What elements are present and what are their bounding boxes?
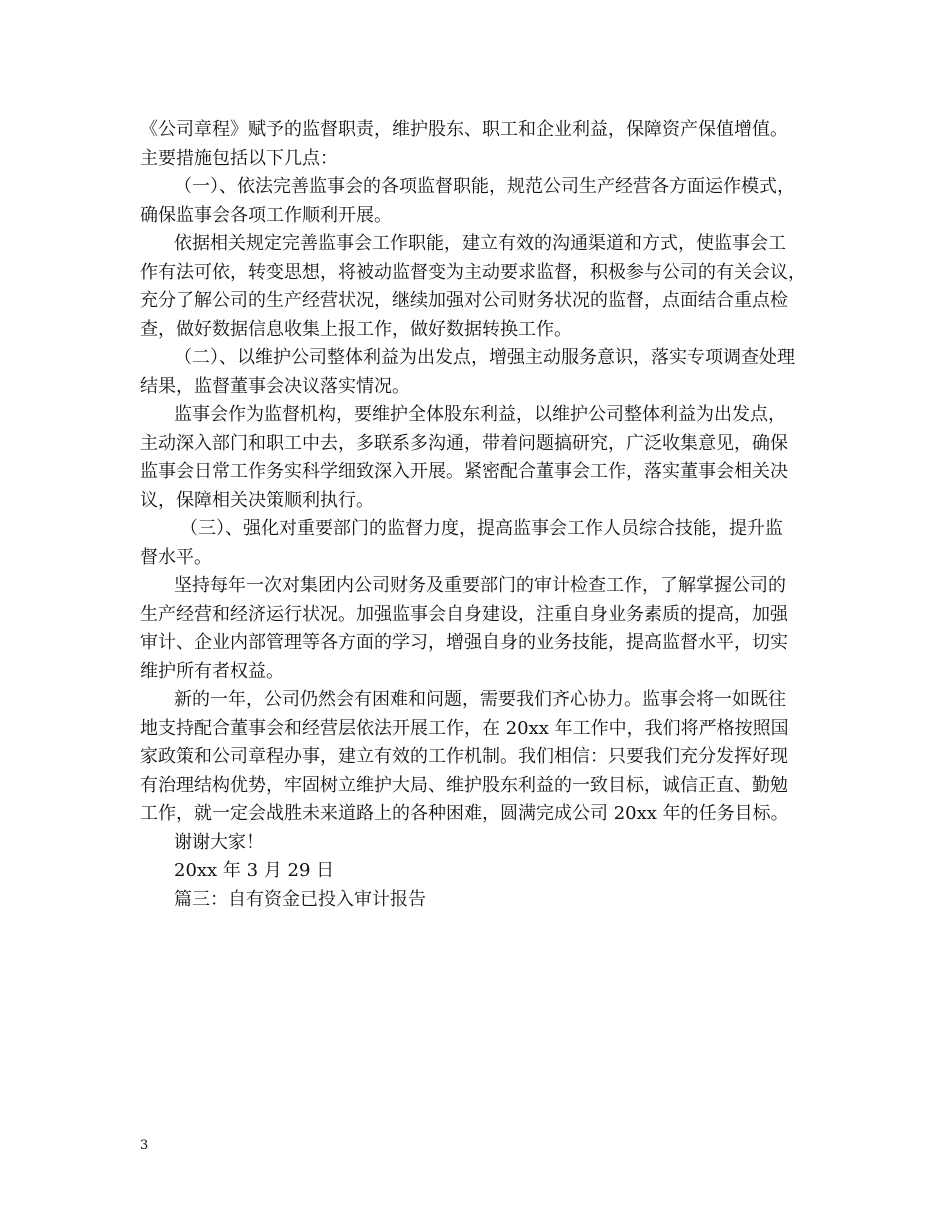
text-line: 有治理结构优势，牢固树立维护大局、维护股东利益的一致目标，诚信正直、勤勉	[140, 774, 788, 796]
text-line: 审计、企业内部管理等各方面的学习，增强自身的业务技能，提高监督水平，切实	[140, 632, 788, 653]
text-line: （二）、以维护公司整体利益为出发点，增强主动服务意识，落实专项调查处理	[174, 347, 795, 368]
text-line: 家政策和公司章程办事，建立有效的工作机制。我们相信：只要我们充分发挥好现	[140, 746, 788, 767]
text-line: 《公司章程》赋予的监督职责，维护股东、职工和企业利益，保障资产保值增值。	[140, 119, 788, 140]
text-line: 地支持配合董事会和经营层依法开展工作，在 20xx 年工作中，我们将严格按照国	[140, 717, 789, 739]
text-line: 20xx 年 3 月 29 日	[174, 860, 335, 881]
text-line: 监事会日常工作务实科学细致深入开展。紧密配合董事会工作，落实董事会相关决	[140, 461, 788, 482]
text-line: 结果，监督董事会决议落实情况。	[140, 375, 410, 397]
text-line: 查，做好数据信息收集上报工作，做好数据转换工作。	[140, 318, 572, 340]
text-line: 谢谢大家！	[174, 831, 264, 853]
text-line: 新的一年，公司仍然会有困难和问题，需要我们齐心协力。监事会将一如既往	[174, 689, 786, 710]
text-line: 篇三：自有资金已投入审计报告	[174, 888, 426, 910]
text-line: 充分了解公司的生产经营状况，继续加强对公司财务状况的监督，点面结合重点检	[140, 290, 788, 311]
page-number: 3	[140, 1138, 149, 1153]
text-line: 维护所有者权益。	[140, 660, 284, 682]
text-line: 依据相关规定完善监事会工作职能，建立有效的沟通渠道和方式，使监事会工	[174, 233, 786, 254]
text-line: 督水平。	[140, 546, 212, 568]
text-line: 作有法可依，转变思想，将被动监督变为主动要求监督，积极参与公司的有关会议，	[140, 261, 806, 283]
text-line: （三）、强化对重要部门的监督力度，提高监事会工作人员综合技能，提升监	[180, 518, 783, 539]
text-line: 主动深入部门和职工中去，多联系多沟通，带着问题搞研究，广泛收集意见，确保	[140, 432, 788, 454]
text-line: （一）、依法完善监事会的各项监督职能，规范公司生产经营各方面运作模式，	[174, 176, 795, 197]
text-line: 确保监事会各项工作顺利开展。	[140, 204, 392, 226]
text-line: 工作，就一定会战胜未来道路上的各种困难，圆满完成公司 20xx 年的任务目标。	[140, 803, 789, 824]
text-line: 监事会作为监督机构，要维护全体股东利益，以维护公司整体利益为出发点，	[174, 404, 786, 425]
text-line: 主要措施包括以下几点：	[140, 147, 338, 169]
text-line: 议，保障相关决策顺利执行。	[140, 489, 374, 511]
document-body	[140, 116, 820, 914]
text-line: 生产经营和经济运行状况。加强监事会自身建设，注重自身业务素质的提高，加强	[140, 603, 788, 625]
text-line: 坚持每年一次对集团内公司财务及重要部门的审计检查工作，了解掌握公司的	[174, 575, 786, 596]
